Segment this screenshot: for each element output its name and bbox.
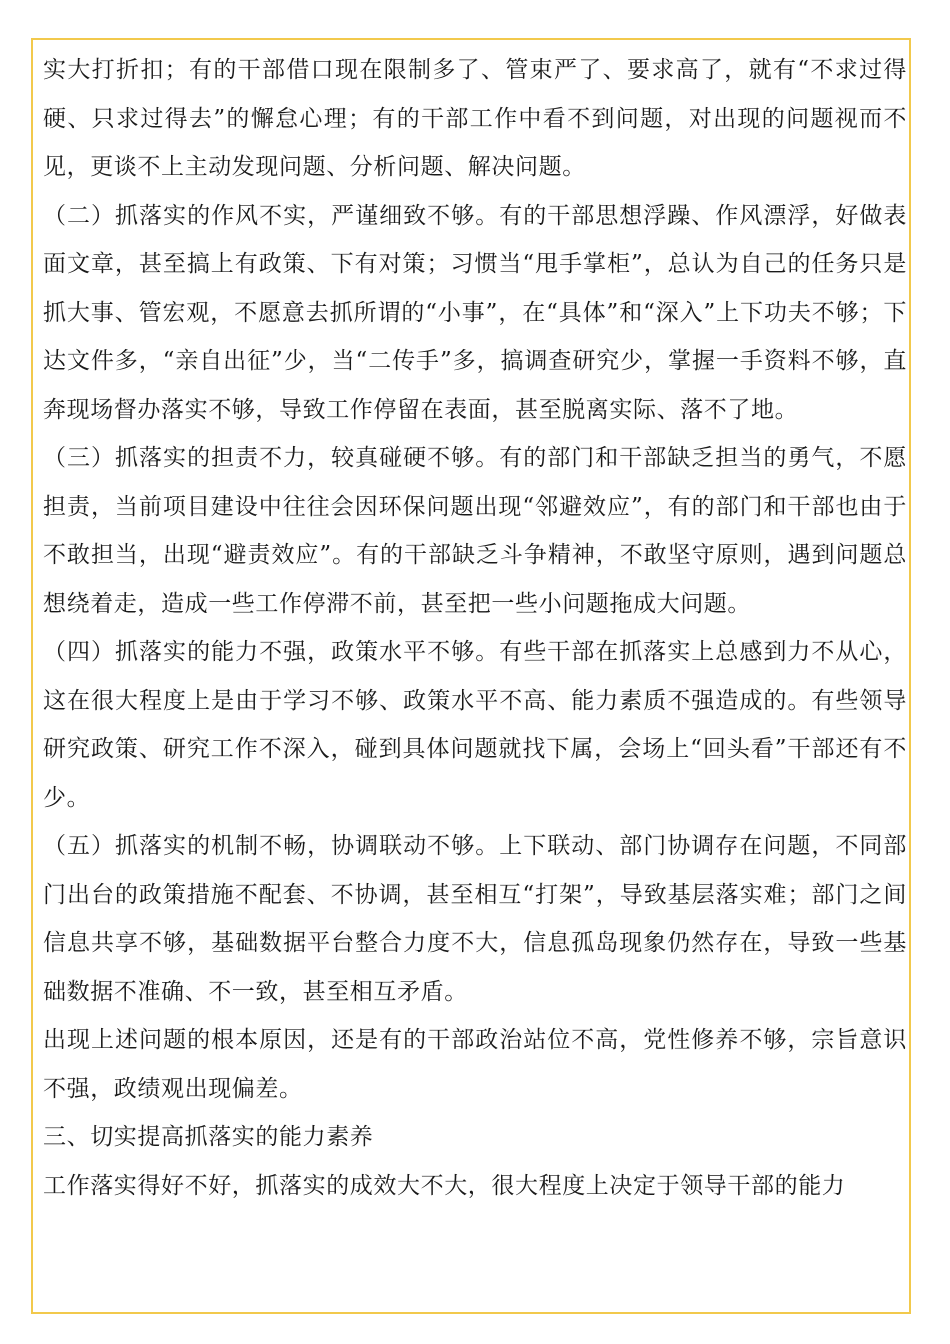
paragraph-point-two: （二）抓落实的作风不实，严谨细致不够。有的干部思想浮躁、作风漂浮，好做表面文章，甚至搞上有政策、下有对策；习惯当“甩手掌柜”，总认为自己的任务只是抓大事、管宏观，不愿意去抓所谓的“小事”，在“具体”和“深入”上下功夫不够；下达文件多，“亲自出征”少，当“二传手”多，搞调查研究少，掌握一手资料不够，直奔现场督办落实不够，导致工作停留在表面，甚至脱离实际、落不了地。: [43, 202, 907, 423]
paragraph-point-four: （四）抓落实的能力不强，政策水平不够。有些干部在抓落实上总感到力不从心，这在很大程度上是由于学习不够、政策水平不高、能力素质不强造成的。有些领导研究政策、研究工作不深入，碰到具体问题就找下属，会场上“回头看”干部还有不少。: [43, 639, 907, 811]
paragraph-continuation: 实大打折扣；有的干部借口现在限制多了、管束严了、要求高了，就有“不求过得硬、只求过得去”的懈怠心理；有的干部工作中看不到问题，对出现的问题视而不见，更谈不上主动发现问题、分析问题、解决问题。: [43, 57, 907, 180]
section-heading-three: 三、切实提高抓落实的能力素养: [43, 1124, 374, 1150]
document-body: [43, 46, 907, 1210]
paragraph-point-three: （三）抓落实的担责不力，较真碰硬不够。有的部门和干部缺乏担当的勇气，不愿担责，当前项目建设中往往会因环保问题出现“邻避效应”，有的部门和干部也由于不敢担当，出现“避责效应”。有的干部缺乏斗争精神，不敢坚守原则，遇到问题总想绕着走，造成一些工作停滞不前，甚至把一些小问题拖成大问题。: [43, 445, 907, 617]
paragraph-point-five: （五）抓落实的机制不畅，协调联动不够。上下联动、部门协调存在问题，不同部门出台的政策措施不配套、不协调，甚至相互“打架”，导致基层落实难；部门之间信息共享不够，基础数据平台整合力度不大，信息孤岛现象仍然存在，导致一些基础数据不准确、不一致，甚至相互矛盾。: [43, 833, 907, 1005]
paragraph-section-three-intro: 工作落实得好不好，抓落实的成效大不大，很大程度上决定于领导干部的能力: [43, 1172, 846, 1199]
paragraph-root-cause: 出现上述问题的根本原因，还是有的干部政治站位不高，党性修养不够，宗旨意识不强，政绩观出现偏差。: [43, 1027, 907, 1102]
